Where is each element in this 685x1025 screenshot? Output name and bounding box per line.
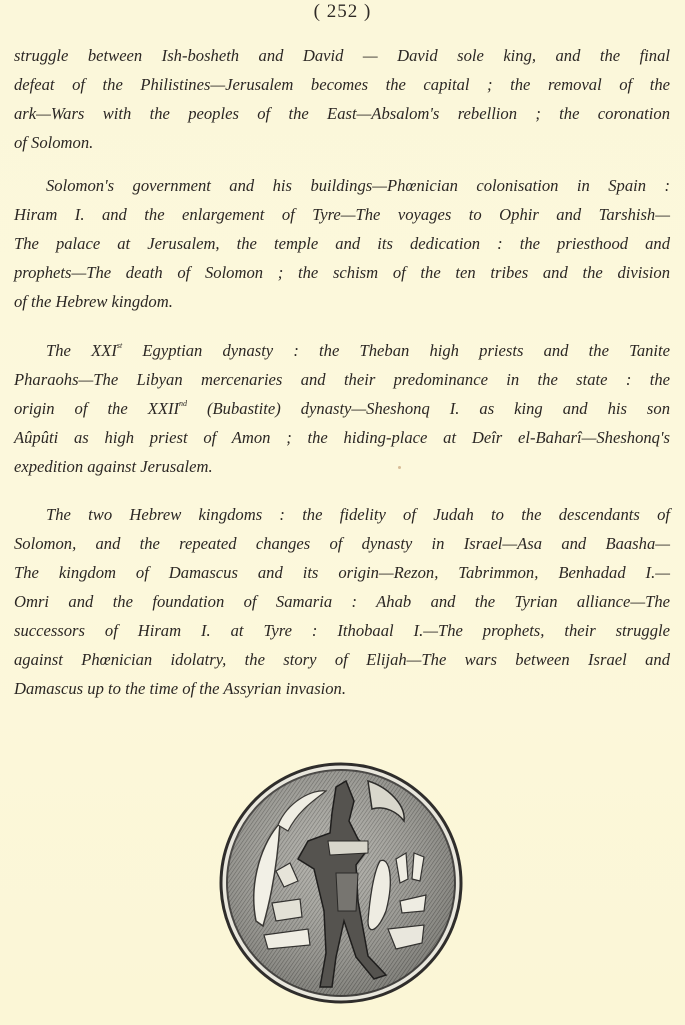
text-line: Aûpûti as high priest of Amon ; the hiding-place at Deîr el-Baharî—Sheshonq's	[14, 428, 670, 447]
text-line	[14, 394, 670, 423]
coin-engraving-icon	[218, 761, 464, 1005]
text-line: against Phœnician idolatry, the story of Elijah—The wars between Israel and	[14, 650, 670, 669]
ordinal-suffix: nd	[179, 399, 188, 408]
paragraph-3	[14, 336, 670, 481]
coin-illustration	[218, 761, 464, 1005]
text-line: Damascus up to the time of the Assyrian invasion.	[14, 679, 347, 698]
text-line: Hiram I. and the enlargement of Tyre—The voyages to Ophir and Tarshish—	[14, 205, 670, 224]
text-line: Solomon's government and his buildings—Phœnician colonisation in Spain :	[46, 176, 670, 195]
text-line: prophets—The death of Solomon ; the schism of the ten tribes and the division	[14, 263, 670, 282]
text-line: The two Hebrew kingdoms : the fidelity of Judah to the descendants of	[46, 505, 670, 524]
ordinal-suffix: st	[116, 341, 123, 350]
text-line: of the Hebrew kingdom.	[14, 292, 173, 311]
text-line: expedition against Jerusalem.	[14, 457, 213, 476]
text-run: origin of the XXII	[14, 399, 180, 418]
text-run: (Bubastite) dynasty—Sheshonq I. as king and his son	[187, 399, 670, 418]
page-number: ( 252 )	[313, 1, 372, 22]
text-line	[14, 336, 670, 365]
text-line: Solomon, and the repeated changes of dynasty in Israel—Asa and Baasha—	[14, 534, 670, 553]
text-line: Pharaohs—The Libyan mercenaries and their predominance in the state : the	[14, 370, 670, 389]
text-run: The XXI	[46, 341, 117, 360]
paper-speck	[398, 466, 401, 469]
text-line: struggle between Ish-bosheth and David — David sole king, and the final	[14, 46, 670, 65]
text-line: ark—Wars with the peoples of the East—Absalom's rebellion ; the coronation	[14, 104, 670, 123]
text-line: defeat of the Philistines—Jerusalem becomes the capital ; the removal of the	[14, 75, 670, 94]
text-run: Egyptian dynasty : the Theban high priests and the Tanite	[122, 341, 670, 360]
paragraph-2	[14, 171, 670, 316]
text-line: successors of Hiram I. at Tyre : Ithobaal I.—The prophets, their struggle	[14, 621, 670, 640]
text-line: of Solomon.	[14, 133, 94, 152]
paragraph-4	[14, 500, 670, 703]
text-line: Omri and the foundation of Samaria : Ahab and the Tyrian alliance—The	[14, 592, 670, 611]
text-line: The palace at Jerusalem, the temple and its dedication : the priesthood and	[14, 234, 670, 253]
paragraph-1	[14, 41, 670, 157]
text-line: The kingdom of Damascus and its origin—Rezon, Tabrimmon, Benhadad I.—	[14, 563, 670, 582]
